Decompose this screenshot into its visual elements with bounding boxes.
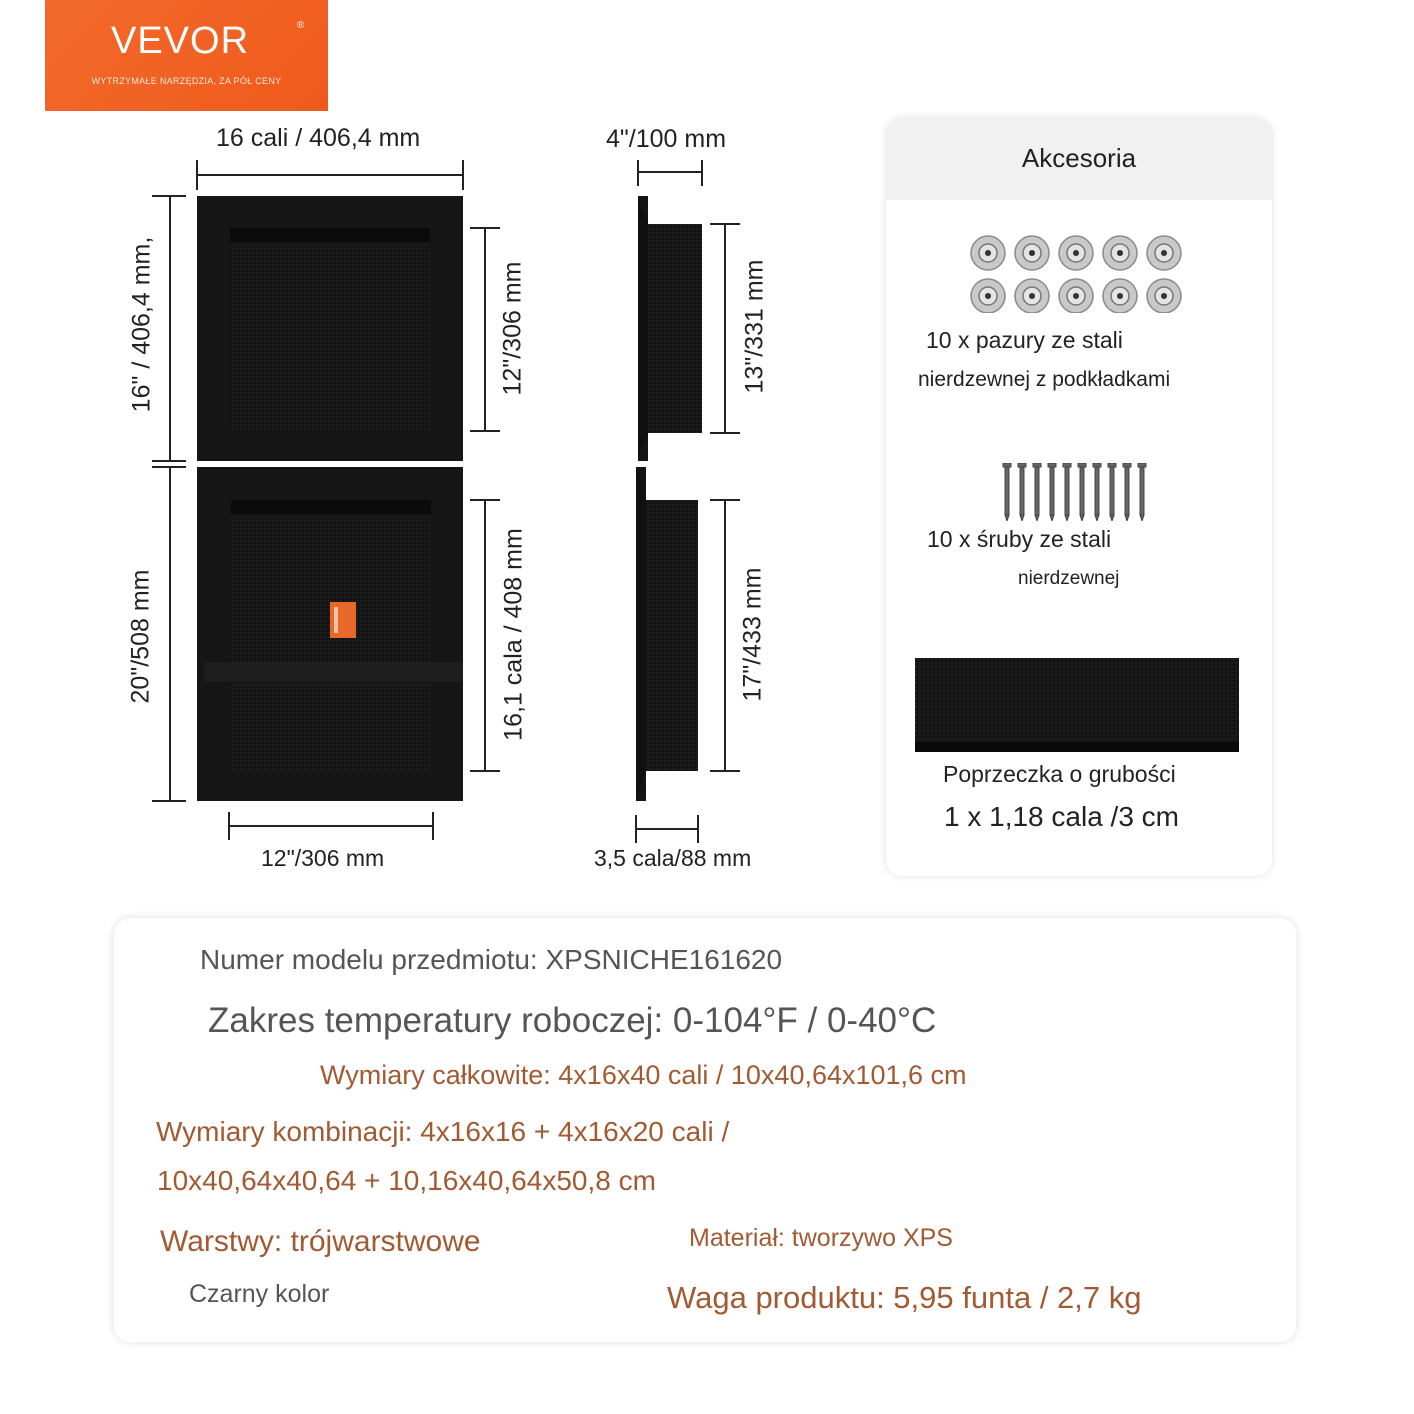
- temperature-range: Zakres temperatury roboczej: 0-104°F / 0-40°C: [208, 1001, 937, 1040]
- layers: Warstwy: trójwarstwowe: [160, 1225, 481, 1258]
- accessories-header: [886, 118, 1272, 200]
- lower-height-label: 20"/508 mm: [126, 569, 155, 704]
- screws-icon: [1001, 463, 1161, 521]
- depth-top-label: 4"/100 mm: [606, 125, 727, 153]
- color: Czarny kolor: [189, 1280, 330, 1308]
- upper-height-label: 16" / 406,4 mm,: [127, 236, 156, 413]
- combo-dimensions-line2: 10x40,64x40,64 + 10,16x40,64x50,8 cm: [157, 1165, 656, 1196]
- cross-bar-label-line1: Poprzeczka o grubości: [943, 761, 1176, 787]
- side-lower-height-label: 17"/433 mm: [738, 567, 767, 702]
- model-number: Numer modelu przedmiotu: XPSNICHE161620: [200, 944, 783, 975]
- accessories-panel: [886, 118, 1272, 876]
- registered-mark: ®: [297, 20, 305, 31]
- cross-bar-label-line2: 1 x 1,18 cala /3 cm: [944, 801, 1180, 832]
- combo-dimensions-line1: Wymiary kombinacji: 4x16x16 + 4x16x20 cali /: [156, 1116, 730, 1147]
- brand-name: VEVOR: [110, 20, 250, 62]
- cross-bar-icon: [915, 658, 1240, 754]
- niche-drawing: [0, 0, 880, 880]
- depth-bottom-label: 3,5 cala/88 mm: [594, 845, 752, 871]
- product-weight: Waga produktu: 5,95 funta / 2,7 kg: [667, 1280, 1142, 1315]
- material: Materiał: tworzywo XPS: [689, 1224, 953, 1252]
- bottom-width-label: 12"/306 mm: [261, 845, 385, 871]
- screws-label-line1: 10 x śruby ze stali: [927, 526, 1112, 552]
- overall-dimensions: Wymiary całkowite: 4x16x40 cali / 10x40,64x101,6 cm: [320, 1060, 967, 1090]
- claws-label-line1: 10 x pazury ze stali: [926, 327, 1123, 353]
- brand-tagline: WYTRZYMAŁE NARZĘDZIA, ZA PÓŁ CENY: [91, 76, 282, 86]
- specs-panel: [114, 918, 1296, 1342]
- top-width-label: 16 cali / 406,4 mm: [216, 124, 421, 152]
- upper-inner-height-label: 12"/306 mm: [498, 261, 527, 396]
- screws-label-line2: nierdzewnej: [1018, 568, 1120, 589]
- claws-icon: [966, 233, 1186, 313]
- lower-inner-height-label: 16,1 cala / 408 mm: [499, 528, 528, 741]
- accessories-title: Akcesoria: [1021, 143, 1137, 173]
- claws-label-line2: nierdzewnej z podkładkami: [918, 368, 1171, 391]
- side-upper-height-label: 13"/331 mm: [740, 259, 769, 394]
